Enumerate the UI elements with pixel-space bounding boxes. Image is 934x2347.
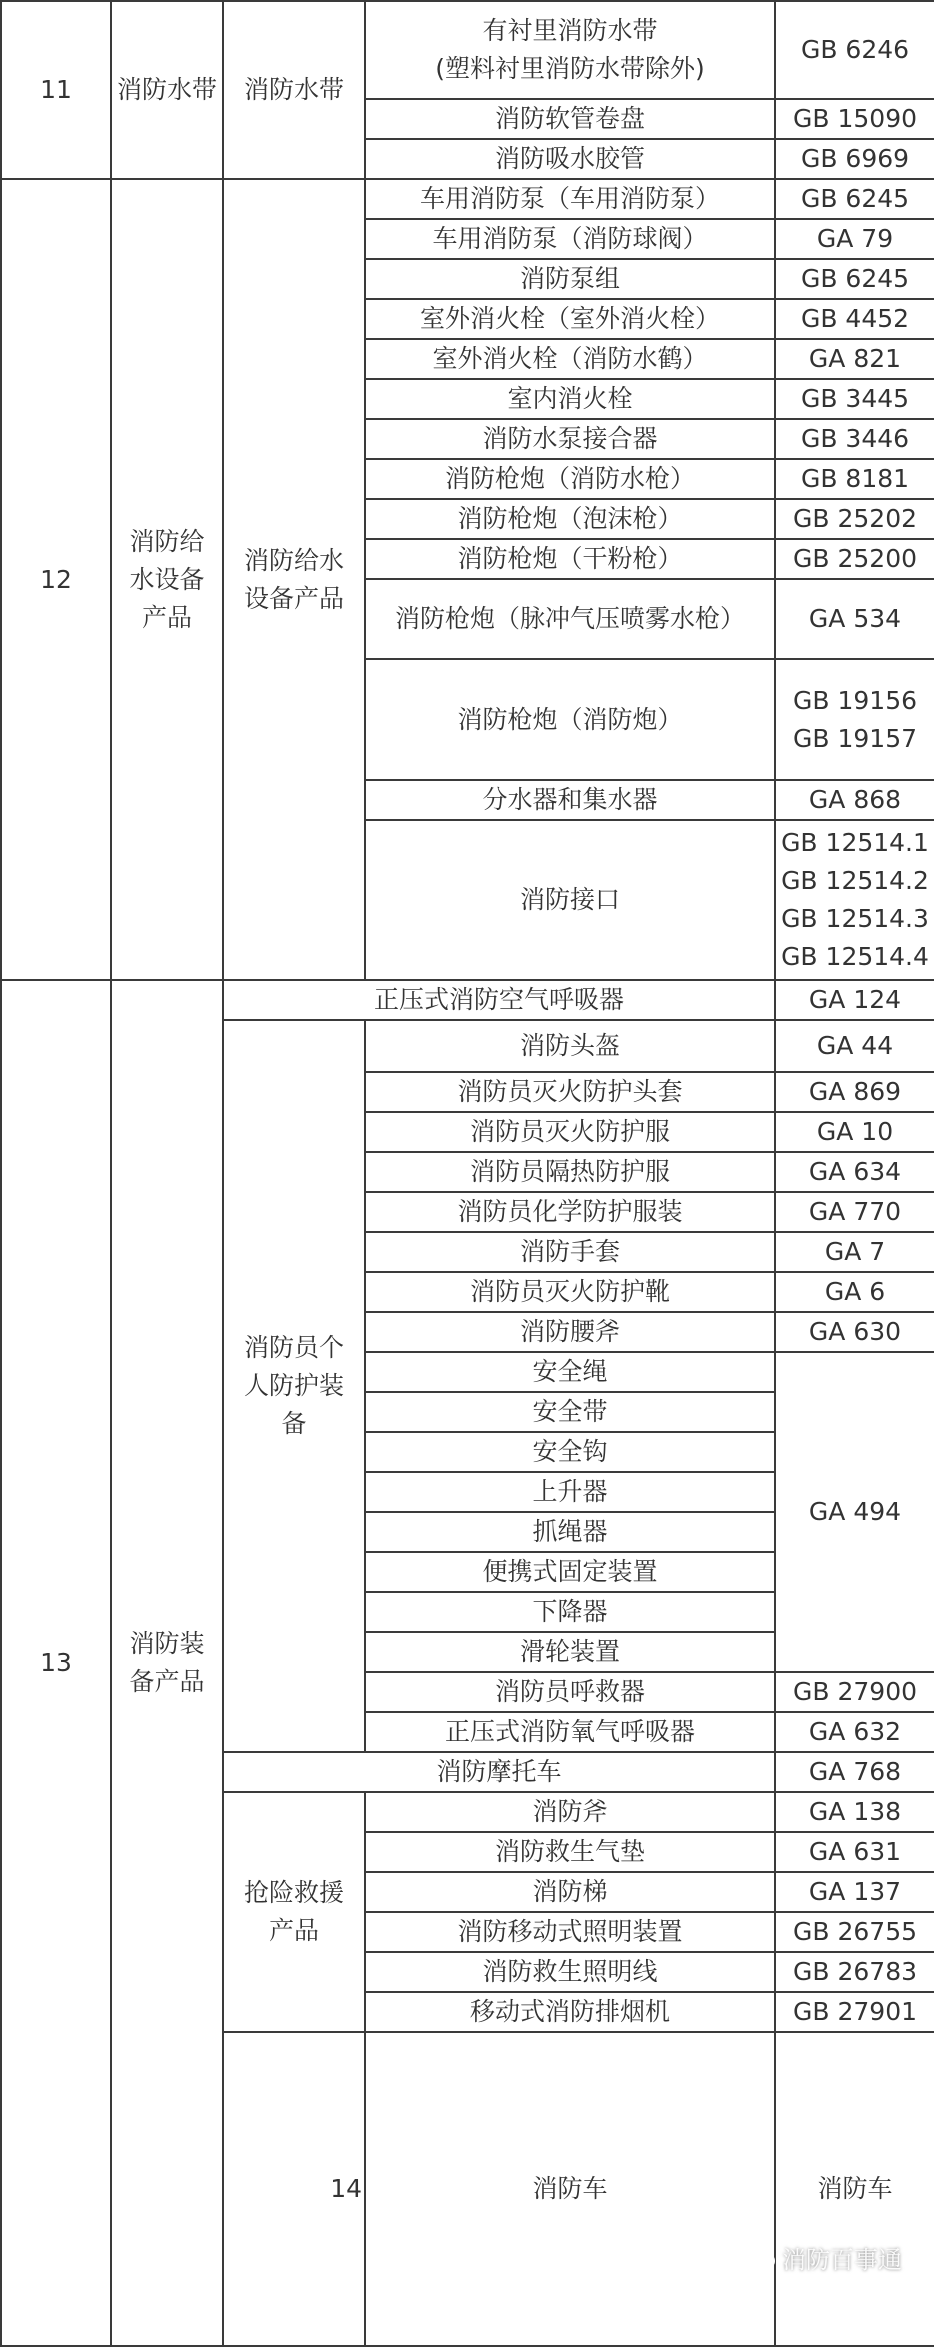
- product-cell: 消防摩托车: [223, 1752, 775, 1792]
- product-cell: 消防水泵接合器: [365, 419, 775, 459]
- product-cell: 下降器: [365, 1592, 775, 1632]
- standard-cell: GA 770: [775, 1192, 934, 1232]
- product-cell: 安全绳: [365, 1352, 775, 1392]
- product-cell: 消防手套: [365, 1232, 775, 1272]
- product-cell: 车用消防泵（消防球阀）: [365, 219, 775, 259]
- table-row: [1, 179, 934, 219]
- product-cell: 消防员呼救器: [365, 1672, 775, 1712]
- product-cell: 消防梯: [365, 1872, 775, 1912]
- category-cell: 消防装 备产品: [111, 980, 223, 2346]
- product-cell: 消防枪炮（泡沫枪）: [365, 499, 775, 539]
- row-number: 14: [223, 2032, 365, 2346]
- subcategory-cell: 消防给水 设备产品: [223, 179, 365, 980]
- standard-cell: GB 6969: [775, 139, 934, 179]
- subcategory-cell: 消防水带: [223, 1, 365, 179]
- product-cell: 便携式固定装置: [365, 1552, 775, 1592]
- standard-cell: GB 27901: [775, 1992, 934, 2032]
- standard-cell: GA 44: [775, 1020, 934, 1072]
- product-cell: 消防泵组: [365, 259, 775, 299]
- product-cell: 车用消防泵（车用消防泵）: [365, 179, 775, 219]
- product-cell: 正压式消防氧气呼吸器: [365, 1712, 775, 1752]
- product-cell: 消防员灭火防护靴: [365, 1272, 775, 1312]
- category-cell: 消防车: [365, 2032, 775, 2346]
- product-cell: 室外消火栓（室外消火栓）: [365, 299, 775, 339]
- standard-cell: GA 868: [775, 780, 934, 820]
- row-number: 11: [1, 1, 111, 179]
- product-cell: 消防接口: [365, 820, 775, 980]
- category-cell: 消防给 水设备 产品: [111, 179, 223, 980]
- standard-cell: GB 26755: [775, 1912, 934, 1952]
- product-cell: 消防枪炮（脉冲气压喷雾水枪）: [365, 579, 775, 659]
- product-cell: 有衬里消防水带 (塑料衬里消防水带除外): [365, 1, 775, 99]
- product-cell: 移动式消防排烟机: [365, 1992, 775, 2032]
- row-number: 13: [1, 980, 111, 2346]
- product-cell: 消防斧: [365, 1792, 775, 1832]
- standard-cell: GB 6245: [775, 179, 934, 219]
- watermark-text: 消防百事通: [782, 2246, 902, 2274]
- standard-cell: GA 79: [775, 219, 934, 259]
- standard-cell: GA 138: [775, 1792, 934, 1832]
- standard-cell: GA 631: [775, 1832, 934, 1872]
- standard-cell: GA 630: [775, 1312, 934, 1352]
- standard-cell: GB 27900: [775, 1672, 934, 1712]
- standard-cell: GA 6: [775, 1272, 934, 1312]
- product-cell: 室内消火栓: [365, 379, 775, 419]
- product-cell: 室外消火栓（消防水鹤）: [365, 339, 775, 379]
- subcategory-cell: 消防员个 人防护装 备: [223, 1020, 365, 1752]
- product-cell: 消防员隔热防护服: [365, 1152, 775, 1192]
- product-cell: 上升器: [365, 1472, 775, 1512]
- standard-cell: GA 494: [775, 1352, 934, 1672]
- standard-cell: GB 3445: [775, 379, 934, 419]
- product-cell: 消防枪炮（消防水枪）: [365, 459, 775, 499]
- standard-cell: GA 124: [775, 980, 934, 1020]
- standard-cell: GA 768: [775, 1752, 934, 1792]
- product-cell: 消防员灭火防护头套: [365, 1072, 775, 1112]
- standard-cell: GB 25200: [775, 539, 934, 579]
- category-cell: 消防水带: [111, 1, 223, 179]
- standard-cell: GB 19156 GB 19157: [775, 659, 934, 780]
- standard-cell: GB 26783: [775, 1952, 934, 1992]
- standard-cell: GA 821: [775, 339, 934, 379]
- standard-cell: GB 25202: [775, 499, 934, 539]
- product-cell: 消防员灭火防护服: [365, 1112, 775, 1152]
- standard-cell: GB 4452: [775, 299, 934, 339]
- standard-cell: GB 8181: [775, 459, 934, 499]
- product-cell: 安全钩: [365, 1432, 775, 1472]
- product-cell: 消防枪炮（干粉枪）: [365, 539, 775, 579]
- wechat-icon: [742, 2244, 776, 2272]
- standard-cell: GA 534: [775, 579, 934, 659]
- standard-cell: GA 634: [775, 1152, 934, 1192]
- product-cell: 正压式消防空气呼吸器: [223, 980, 775, 1020]
- standard-cell: GA 137: [775, 1872, 934, 1912]
- table-row: [1, 1, 934, 99]
- product-cell: 消防软管卷盘: [365, 99, 775, 139]
- watermark: [742, 2240, 902, 2275]
- standard-cell: GB 6245: [775, 259, 934, 299]
- product-cell: 消防吸水胶管: [365, 139, 775, 179]
- product-cell: 分水器和集水器: [365, 780, 775, 820]
- row-number: 12: [1, 179, 111, 980]
- standard-cell: GA 632: [775, 1712, 934, 1752]
- standard-cell: GA 7: [775, 1232, 934, 1272]
- standard-cell: GB 3446: [775, 419, 934, 459]
- product-cell: 安全带: [365, 1392, 775, 1432]
- product-cell: 消防腰斧: [365, 1312, 775, 1352]
- product-cell: 消防救生气垫: [365, 1832, 775, 1872]
- product-cell: 滑轮装置: [365, 1632, 775, 1672]
- standard-cell: GB 6246: [775, 1, 934, 99]
- product-cell: 消防车: [775, 2032, 934, 2346]
- product-cell: 消防员化学防护服装: [365, 1192, 775, 1232]
- standard-cell: GA 869: [775, 1072, 934, 1112]
- standard-cell: GB 15090: [775, 99, 934, 139]
- subcategory-cell: 抢险救援 产品: [223, 1792, 365, 2032]
- product-cell: 消防移动式照明装置: [365, 1912, 775, 1952]
- product-cell: 消防头盔: [365, 1020, 775, 1072]
- standard-cell: GB 12514.1 GB 12514.2 GB 12514.3 GB 12514.4: [775, 820, 934, 980]
- product-cell: 消防枪炮（消防炮）: [365, 659, 775, 780]
- table-row: [1, 980, 934, 1020]
- standard-cell: GA 10: [775, 1112, 934, 1152]
- product-cell: 抓绳器: [365, 1512, 775, 1552]
- product-cell: 消防救生照明线: [365, 1952, 775, 1992]
